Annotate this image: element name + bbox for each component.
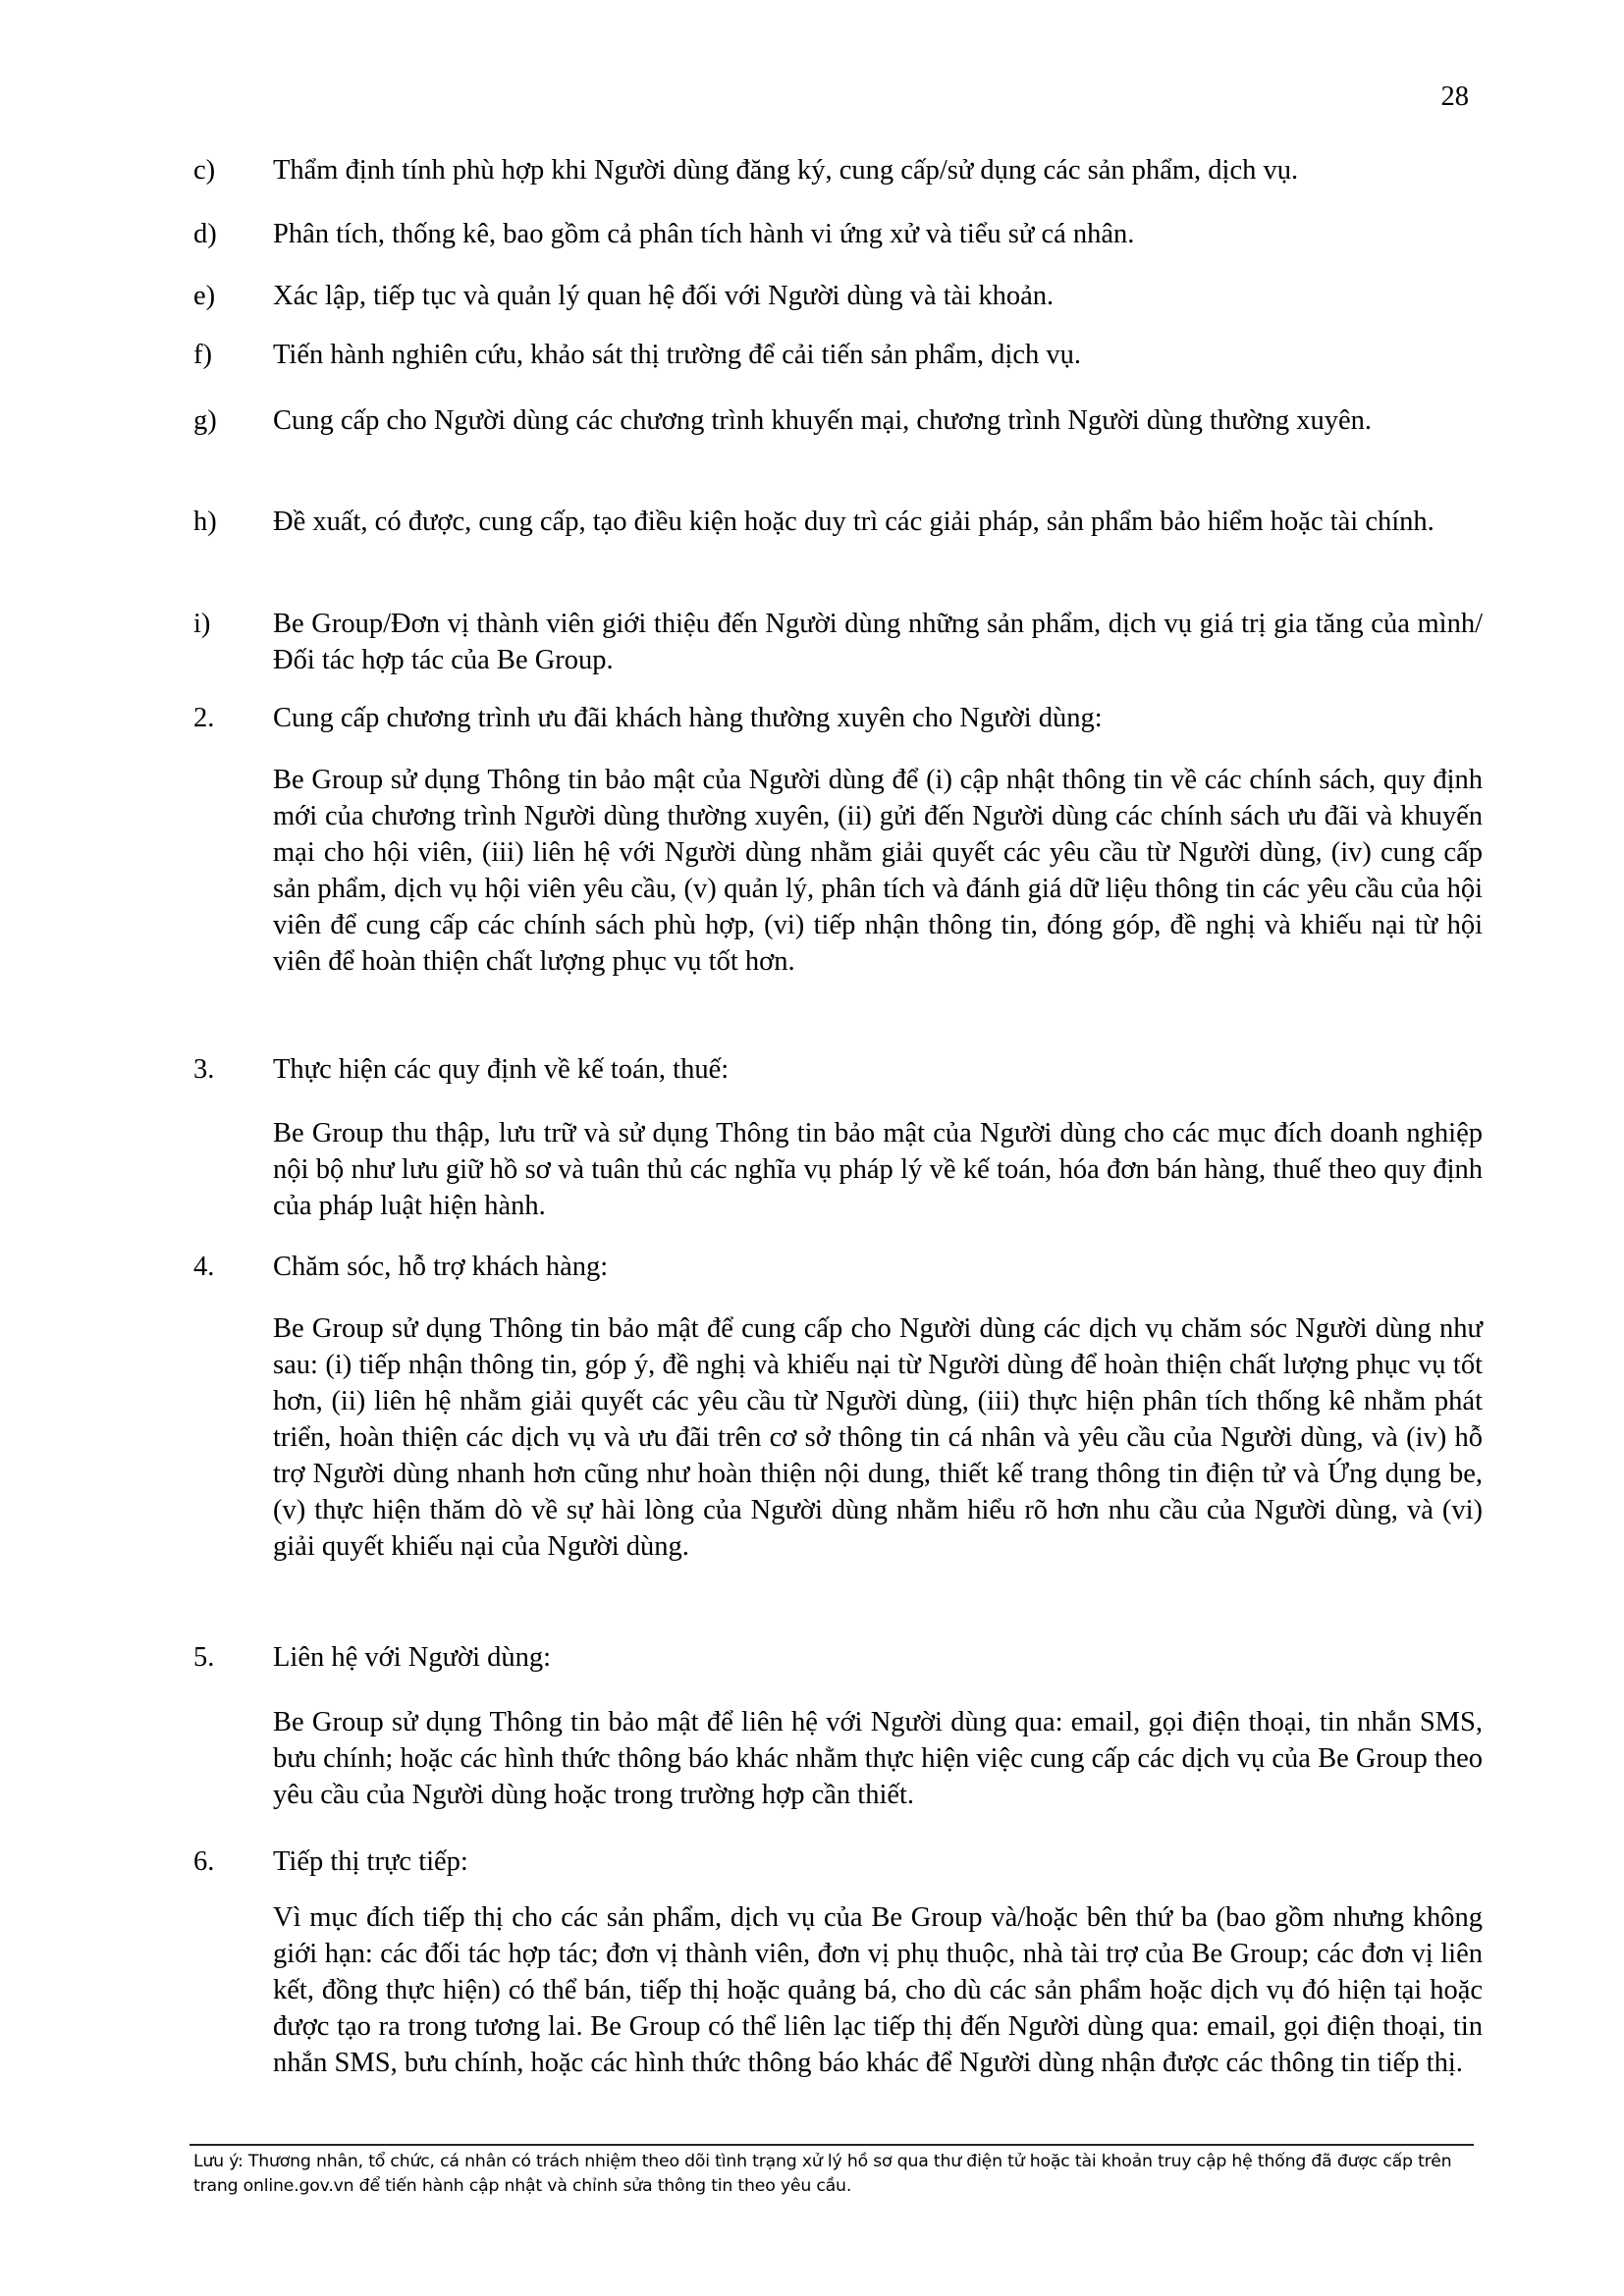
list-item-text: Đề xuất, có được, cung cấp, tạo điều kiện hoặc duy trì các giải pháp, sản phẩm bảo hiểm hoặc tài chính. bbox=[273, 507, 1435, 537]
section-number: 5. bbox=[193, 1642, 215, 1673]
list-item-label: e) bbox=[193, 281, 216, 311]
section-heading: Liên hệ với Người dùng: bbox=[273, 1642, 552, 1673]
footer-note: Lưu ý: Thương nhân, tổ chức, cá nhân có trách nhiệm theo dõi tình trạng xử lý hồ sơ qua thư điện tử hoặc tài khoản truy cập hệ thống đã được cấp trên trang online.gov.vn để tiến hành cập nhật và chỉnh sửa thông tin theo yêu cầu. bbox=[193, 2152, 1452, 2196]
section-number: 4. bbox=[193, 1252, 215, 1282]
section-number: 6. bbox=[193, 1846, 215, 1877]
section-body: Be Group sử dụng Thông tin bảo mật để cung cấp cho Người dùng các dịch vụ chăm sóc Người dùng như sau: (i) tiếp nhận thông tin, góp ý, đề nghị và khiếu nại từ Người dùng để hoàn thiện chất lượng phục vụ tốt hơn, (ii) liên hệ nhằm giải quyết các yêu cầu từ Người dùng, (iii) thực hiện phân tích thống kê nhằm phát triển, hoàn thiện các dịch vụ và ưu đãi trên cơ sở thông tin cá nhân và yêu cầu của Người dùng, và (iv) hỗ trợ Người dùng nhanh hơn cũng như hoàn thiện nội dung, thiết kế trang thông tin điện tử và Ứng dụng be, (v) thực hiện thăm dò về sự hài lòng của Người dùng nhằm hiểu rõ hơn nhu cầu của Người dùng, và (vi) giải quyết khiếu nại của Người dùng. bbox=[273, 1313, 1483, 1562]
section-heading: Tiếp thị trực tiếp: bbox=[273, 1846, 468, 1877]
section-number: 3. bbox=[193, 1054, 215, 1085]
list-item-text: Cung cấp cho Người dùng các chương trình khuyến mại, chương trình Người dùng thường xuyên. bbox=[273, 405, 1373, 436]
section-body: Vì mục đích tiếp thị cho các sản phẩm, dịch vụ của Be Group và/hoặc bên thứ ba (bao gồm nhưng không giới hạn: các đối tác hợp tác; đơn vị thành viên, đơn vị phụ thuộc, nhà tài trợ của Be Group; các đơn vị liên kết, đồng thực hiện) có thể bán, tiếp thị hoặc quảng bá, cho dù các sản phẩm hoặc dịch vụ đó hiện tại hoặc được tạo ra trong tương lai. Be Group có thể liên lạc tiếp thị đến Người dùng qua: email, gọi điện thoại, tin nhắn SMS, bưu chính, hoặc các hình thức thông báo khác để Người dùng nhận được các thông tin tiếp thị. bbox=[273, 1902, 1483, 2078]
list-item-text: Be Group/Đơn vị thành viên giới thiệu đến Người dùng những sản phẩm, dịch vụ giá trị gia tăng của mình/Đối tác hợp tác của Be Group. bbox=[273, 609, 1483, 675]
section-heading: Thực hiện các quy định về kế toán, thuế: bbox=[273, 1054, 730, 1085]
list-item-label: i) bbox=[193, 609, 211, 639]
page-number: 28 bbox=[1440, 81, 1469, 112]
section-body: Be Group sử dụng Thông tin bảo mật của Người dùng để (i) cập nhật thông tin về các chính sách, quy định mới của chương trình Người dùng thường xuyên, (ii) gửi đến Người dùng các chính sách ưu đãi và khuyến mại cho hội viên, (iii) liên hệ với Người dùng nhằm giải quyết các yêu cầu từ Người dùng, (iv) cung cấp sản phẩm, dịch vụ hội viên yêu cầu, (v) quản lý, phân tích và đánh giá dữ liệu thông tin các yêu cầu của hội viên để cung cấp các chính sách phù hợp, (vi) tiếp nhận thông tin, đóng góp, đề nghị và khiếu nại từ hội viên để hoàn thiện chất lượng phục vụ tốt hơn. bbox=[273, 765, 1483, 977]
list-item-label: d) bbox=[193, 219, 217, 249]
section-body: Be Group thu thập, lưu trữ và sử dụng Thông tin bảo mật của Người dùng cho các mục đích doanh nghiệp nội bộ như lưu giữ hồ sơ và tuân thủ các nghĩa vụ pháp lý về kế toán, hóa đơn bán hàng, thuế theo quy định của pháp luật hiện hành. bbox=[273, 1118, 1483, 1221]
list-item-text: Thẩm định tính phù hợp khi Người dùng đăng ký, cung cấp/sử dụng các sản phẩm, dịch vụ. bbox=[273, 155, 1299, 186]
list-item-label: c) bbox=[193, 155, 216, 186]
footer-divider bbox=[189, 2144, 1474, 2146]
section-number: 2. bbox=[193, 703, 215, 733]
list-item-text: Phân tích, thống kê, bao gồm cả phân tích hành vi ứng xử và tiểu sử cá nhân. bbox=[273, 219, 1135, 249]
list-item-text: Xác lập, tiếp tục và quản lý quan hệ đối với Người dùng và tài khoản. bbox=[273, 281, 1055, 311]
list-item-label: g) bbox=[193, 405, 217, 436]
list-item-text: Tiến hành nghiên cứu, khảo sát thị trường để cải tiến sản phẩm, dịch vụ. bbox=[273, 340, 1081, 370]
section-body: Be Group sử dụng Thông tin bảo mật để liên hệ với Người dùng qua: email, gọi điện thoại, tin nhắn SMS, bưu chính; hoặc các hình thức thông báo khác nhằm thực hiện việc cung cấp các dịch vụ của Be Group theo yêu cầu của Người dùng hoặc trong trường hợp cần thiết. bbox=[273, 1707, 1483, 1810]
list-item-label: f) bbox=[193, 340, 212, 370]
section-heading: Chăm sóc, hỗ trợ khách hàng: bbox=[273, 1252, 609, 1282]
list-item-label: h) bbox=[193, 507, 217, 537]
section-heading: Cung cấp chương trình ưu đãi khách hàng thường xuyên cho Người dùng: bbox=[273, 703, 1103, 733]
